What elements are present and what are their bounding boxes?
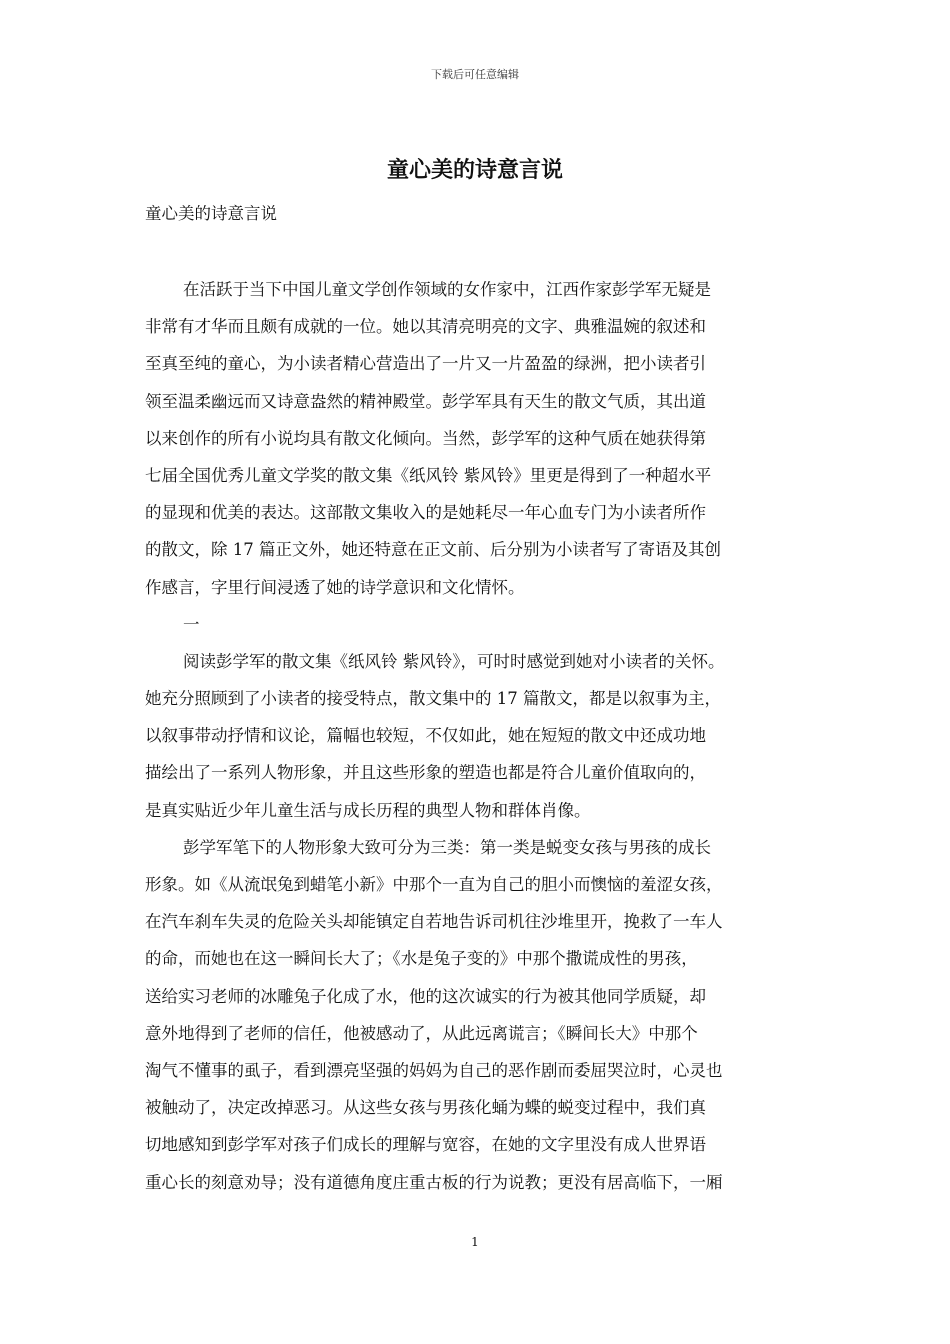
paragraph-line: 切地感知到彭学军对孩子们成长的理解与宽容，在她的文字里没有成人世界语	[145, 1135, 706, 1155]
paragraph-line: 非常有才华而且颇有成就的一位。她以其清亮明亮的文字、典雅温婉的叙述和	[145, 317, 706, 337]
paragraph-line: 是真实贴近少年儿童生活与成长历程的典型人物和群体肖像。	[145, 800, 591, 820]
paragraph-line: 意外地得到了老师的信任，他被感动了，从此远离谎言；《瞬间长大》中那个	[145, 1023, 698, 1043]
paragraph-line: 被触动了，决定改掉恶习。从这些女孩与男孩化蛹为蝶的蜕变过程中，我们真	[145, 1098, 706, 1118]
paragraph-line: 领至温柔幽远而又诗意盎然的精神殿堂。彭学军具有天生的散文气质，其出道	[145, 391, 706, 411]
paragraph-line: 的显现和优美的表达。这部散文集收入的是她耗尽一年心血专门为小读者所作	[145, 503, 706, 523]
section-number: 一	[183, 614, 200, 634]
paragraph-line: 的命，而她也在这一瞬间长大了；《水是兔子变的》中那个撒谎成性的男孩，	[145, 949, 698, 969]
document-subtitle: 童心美的诗意言说	[145, 204, 277, 223]
body-text	[145, 271, 805, 1201]
paragraph-line: 她充分照顾到了小读者的接受特点，散文集中的 17 篇散文，都是以叙事为主，	[145, 689, 721, 709]
paragraph-line: 重心长的刻意劝导；没有道德角度庄重古板的行为说教；更没有居高临下，一厢	[145, 1172, 723, 1192]
paragraph-line: 至真至纯的童心，为小读者精心营造出了一片又一片盈盈的绿洲，把小读者引	[145, 354, 706, 374]
paragraph-line: 的散文，除 17 篇正文外，她还特意在正文前、后分别为小读者写了寄语及其创	[145, 540, 721, 560]
paragraph-line: 阅读彭学军的散文集《纸风铃 紫风铃》，可时时感觉到她对小读者的关怀。	[183, 651, 725, 671]
document-title: 童心美的诗意言说	[386, 157, 563, 183]
paragraph-line: 以叙事带动抒情和议论，篇幅也较短，不仅如此，她在短短的散文中还成功地	[145, 726, 706, 746]
paragraph-line: 在汽车刹车失灵的危险关头却能镇定自若地告诉司机往沙堆里开，挽救了一车人	[145, 912, 723, 932]
paragraph-line: 在活跃于当下中国儿童文学创作领域的女作家中，江西作家彭学军无疑是	[183, 280, 711, 299]
paragraph-line: 淘气不懂事的虱子，看到漂亮坚强的妈妈为自己的恶作剧而委屈哭泣时，心灵也	[145, 1060, 723, 1080]
paragraph-line: 七届全国优秀儿童文学奖的散文集《纸风铃 紫风铃》里更是得到了一种超水平	[145, 465, 712, 485]
paragraph-line: 送给实习老师的冰雕兔子化成了水，他的这次诚实的行为被其他同学质疑，却	[145, 986, 706, 1006]
paragraph-line: 彭学军笔下的人物形象大致可分为三类：第一类是蜕变女孩与男孩的成长	[183, 837, 711, 857]
paragraph-line: 作感言，字里行间浸透了她的诗学意识和文化情怀。	[145, 577, 525, 597]
paragraph-line: 以来创作的所有小说均具有散文化倾向。当然，彭学军的这种气质在她获得第	[145, 428, 706, 448]
paragraph-line: 形象。如《从流氓兔到蜡笔小新》中那个一直为自己的胆小而懊恼的羞涩女孩，	[145, 875, 723, 894]
paragraph-line: 描绘出了一系列人物形象，并且这些形象的塑造也都是符合儿童价值取向的，	[145, 763, 706, 783]
page-number: 1	[471, 1235, 479, 1249]
header-note: 下载后可任意编辑	[431, 68, 519, 81]
